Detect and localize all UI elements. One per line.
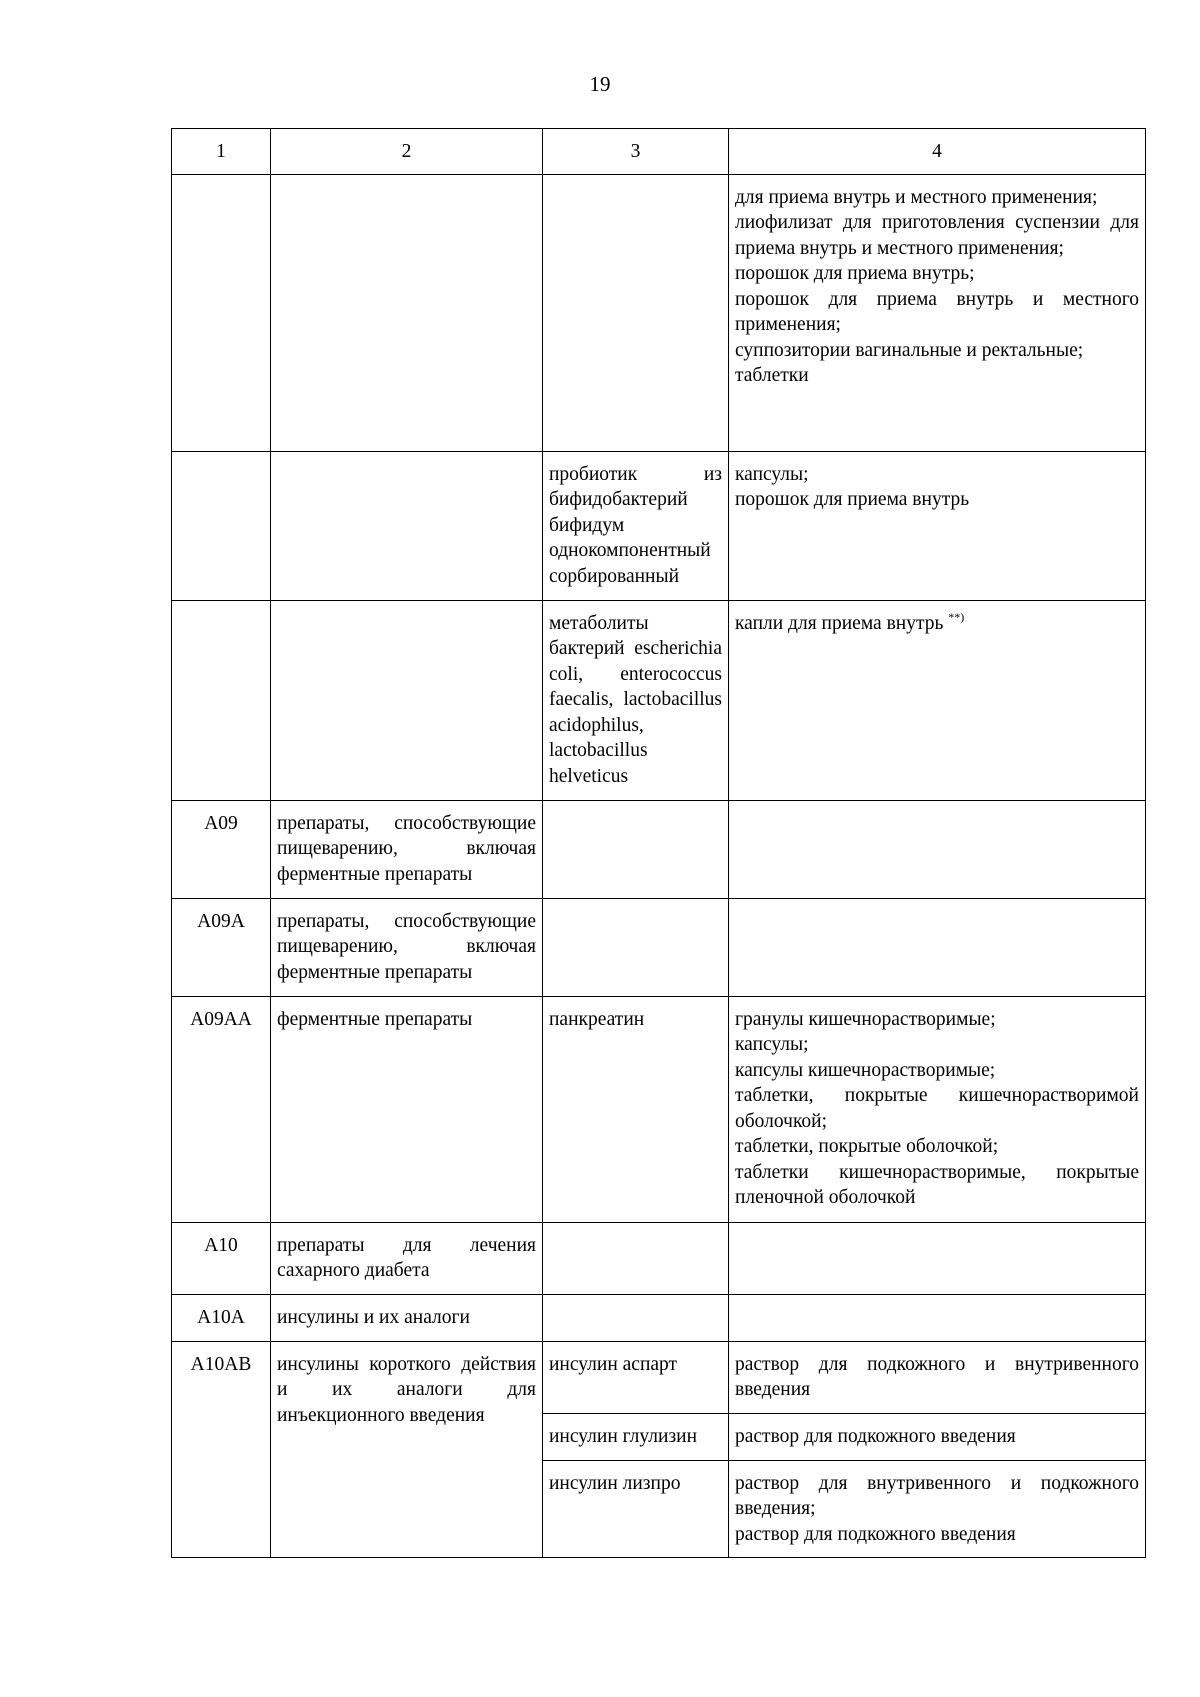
drug-cell: панкреатин (543, 996, 729, 1222)
dosage-form: порошок для приема внутрь; (735, 263, 975, 284)
atc-code-cell: A09 (172, 800, 271, 898)
table-row (172, 800, 1146, 898)
drug-cell (543, 898, 729, 996)
dosage-form: таблетки, покрытые оболочкой; (735, 1136, 999, 1157)
group-cell: ферментные препараты (271, 996, 543, 1222)
dosage-form: раствор для подкожного введения (735, 1425, 1016, 1447)
forms-cell (729, 174, 1146, 451)
group-cell: препараты, способствующие пищеварению, включая ферментные препараты (271, 898, 543, 996)
forms-cell (729, 600, 1146, 800)
header-cell: 4 (729, 129, 1146, 175)
drug-cell (543, 800, 729, 898)
atc-code-cell: A09A (172, 898, 271, 996)
table-header-row (172, 129, 1146, 175)
footnote-mark: **) (948, 609, 965, 624)
drug-cell: инсулин глулизин (543, 1413, 729, 1460)
dosage-form: суппозитории вагинальные и ректальные; (735, 339, 1084, 361)
dosage-form: таблетки, покрытые кишечнорастворимой оболочкой; (735, 1085, 1139, 1132)
table-row (172, 600, 1146, 800)
dosage-form-text: капли для приема внутрь (735, 612, 944, 634)
table-row (172, 996, 1146, 1222)
forms-cell (729, 1413, 1146, 1460)
dosage-form: таблетки кишечнорастворимые, покрытые пленочной оболочкой (735, 1161, 1139, 1208)
atc-code-cell (172, 600, 271, 800)
table-row (172, 898, 1146, 996)
dosage-form: капсулы; (735, 1034, 809, 1055)
group-cell: инсулины короткого действия и их аналоги для инъекционного введения (271, 1341, 543, 1557)
drug-cell: инсулин аспарт (543, 1341, 729, 1413)
atc-code-cell: A10A (172, 1294, 271, 1341)
dosage-form: для приема внутрь и местного применения; (735, 186, 1098, 208)
drug-cell (543, 1294, 729, 1341)
forms-cell (729, 1341, 1146, 1413)
atc-code-cell (172, 451, 271, 600)
dosage-form: порошок для приема внутрь и местного применения; (735, 288, 1139, 335)
header-cell: 2 (271, 129, 543, 175)
forms-cell (729, 451, 1146, 600)
drug-cell (543, 1222, 729, 1294)
drug-cell (543, 174, 729, 451)
atc-code-cell: A10 (172, 1222, 271, 1294)
dosage-form: лиофилизат для приготовления суспензии для приема внутрь и местного применения; (735, 212, 1139, 259)
table-row (172, 174, 1146, 451)
dosage-form: гранулы кишечнорастворимые; (735, 1008, 996, 1030)
forms-cell (729, 1294, 1146, 1341)
dosage-form: таблетки (735, 365, 809, 386)
group-cell: препараты для лечения сахарного диабета (271, 1222, 543, 1294)
dosage-form: раствор для внутривенного и подкожного введения; (735, 1472, 1139, 1519)
forms-cell (729, 996, 1146, 1222)
table-row (172, 1222, 1146, 1294)
group-cell: инсулины и их аналоги (271, 1294, 543, 1341)
group-cell (271, 174, 543, 451)
forms-cell (729, 898, 1146, 996)
table-row (172, 1341, 1146, 1413)
drug-cell: инсулин лизпро (543, 1460, 729, 1557)
dosage-form: капсулы кишечнорастворимые; (735, 1059, 996, 1081)
drug-cell: метаболиты бактерий escherichia coli, enterococcus faecalis, lactobacillus acidophilus, lactobacillus helveticus (543, 600, 729, 800)
drug-table (171, 128, 1146, 1558)
dosage-form: раствор для подкожного и внутривенного введения (735, 1353, 1139, 1400)
dosage-form: капсулы; (735, 463, 809, 485)
drug-cell: пробиотик из бифидобактерий бифидум однокомпонентный сорбированный (543, 451, 729, 600)
group-cell (271, 600, 543, 800)
table-row (172, 1294, 1146, 1341)
dosage-form: порошок для приема внутрь (735, 489, 970, 510)
dosage-form (735, 611, 1139, 637)
dosage-form: раствор для подкожного введения (735, 1523, 1016, 1545)
page-number: 19 (589, 72, 611, 96)
table-row (172, 451, 1146, 600)
atc-code-cell: A10AB (172, 1341, 271, 1557)
forms-cell (729, 1460, 1146, 1557)
atc-code-cell: A09AA (172, 996, 271, 1222)
group-cell (271, 451, 543, 600)
header-cell: 1 (172, 129, 271, 175)
header-cell: 3 (543, 129, 729, 175)
forms-cell (729, 800, 1146, 898)
atc-code-cell (172, 174, 271, 451)
forms-cell (729, 1222, 1146, 1294)
group-cell: препараты, способствующие пищеварению, включая ферментные препараты (271, 800, 543, 898)
